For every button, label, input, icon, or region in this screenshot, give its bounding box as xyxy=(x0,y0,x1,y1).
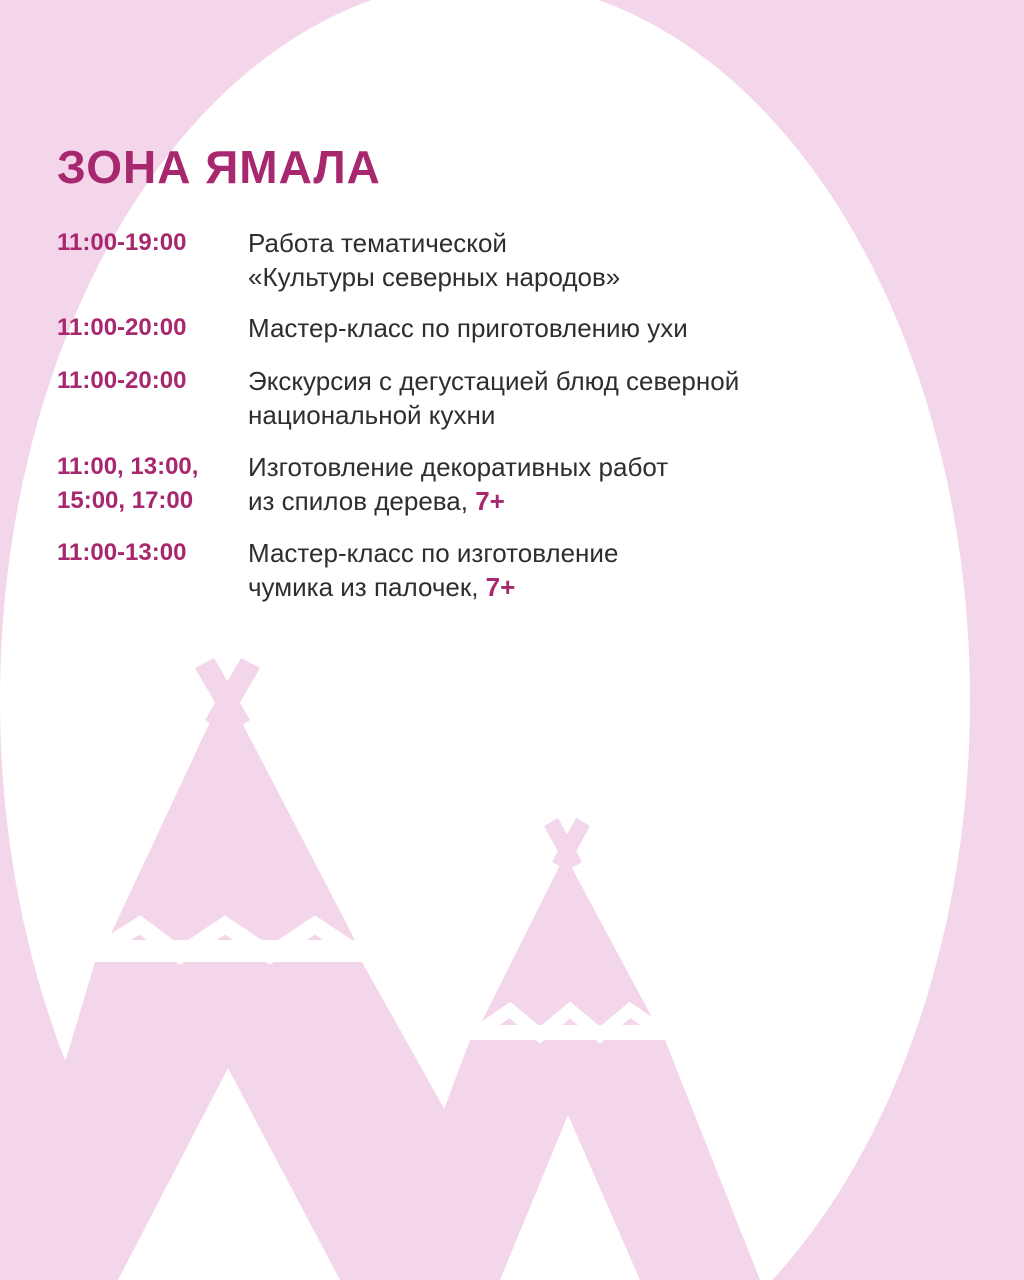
schedule-time: 11:00-20:00 xyxy=(57,367,187,394)
schedule-description: Работа тематической «Культуры северных народов» xyxy=(248,228,621,292)
age-rating-badge: 7+ xyxy=(475,486,505,516)
schedule-time: 11:00-13:00 xyxy=(57,539,187,566)
schedule-time: 11:00-19:00 xyxy=(57,229,187,256)
schedule-description: Экскурсия с дегустацией блюд северной национальной кухни xyxy=(248,366,740,430)
schedule-time: 11:00-20:00 xyxy=(57,314,187,341)
schedule-description: Изготовление декоративных работ из спилов дерева, 7+ xyxy=(248,452,669,516)
schedule-description: Мастер-класс по изготовление чумика из палочек, 7+ xyxy=(248,538,619,602)
age-rating-badge: 7+ xyxy=(485,572,516,602)
schedule-description: Мастер-класс по приготовлению ухи xyxy=(248,313,688,343)
page-title: ЗОНА ЯМАЛА xyxy=(57,141,381,193)
schedule-time: 11:00, 13:00, 15:00, 17:00 xyxy=(57,453,199,514)
